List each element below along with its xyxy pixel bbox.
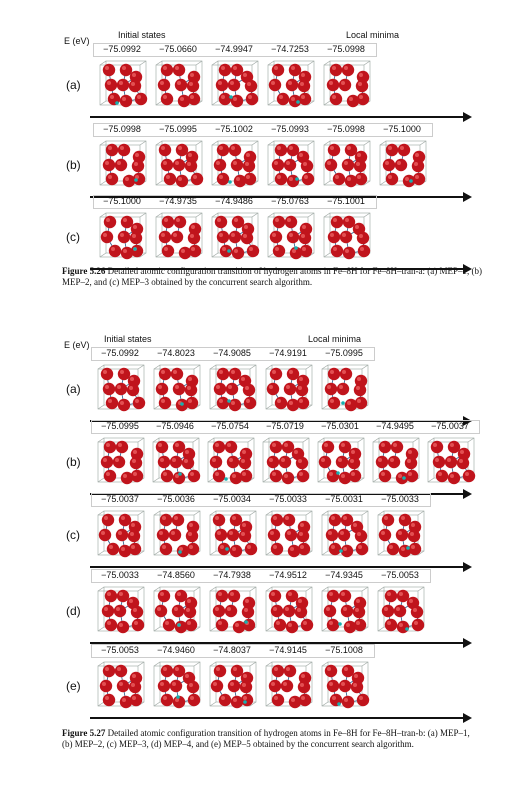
atomic-configuration-image (265, 211, 317, 263)
atomic-configuration-image (263, 363, 315, 415)
config-cell (265, 211, 317, 263)
config-cell (153, 59, 205, 111)
energy-value: −74.9512 (269, 570, 307, 580)
atomic-configuration-image (260, 436, 312, 488)
config-cell (375, 509, 427, 561)
atomic-configuration-image (151, 363, 203, 415)
row-label: (d) (66, 604, 81, 618)
row-label: (a) (66, 78, 81, 92)
atomic-configuration-image (263, 509, 315, 561)
figure-number: Figure 5.27 (62, 728, 106, 738)
energy-value: −75.0992 (101, 348, 139, 358)
atomic-configuration-image (265, 139, 317, 191)
atomic-configuration-image (207, 363, 259, 415)
config-cell (319, 585, 371, 637)
config-cell (209, 59, 261, 111)
config-cell (321, 139, 373, 191)
config-cell (151, 585, 203, 637)
config-cell (263, 363, 315, 415)
config-cell (97, 59, 149, 111)
atomic-configuration-image (97, 59, 149, 111)
local-minima-label: Local minima (308, 334, 362, 344)
config-cell (150, 436, 202, 488)
energy-value: −75.0995 (101, 421, 139, 431)
initial-states-label: Initial states (104, 334, 152, 344)
atomic-configuration-image (319, 585, 371, 637)
config-cell (321, 211, 373, 263)
atomic-configuration-image (321, 211, 373, 263)
atomic-configuration-image (377, 139, 429, 191)
energy-value: −75.0034 (213, 494, 251, 504)
atomic-configuration-image (207, 509, 259, 561)
atomic-configuration-image (95, 509, 147, 561)
figure-caption (62, 266, 482, 288)
row-label: (b) (66, 158, 81, 172)
energy-value: −74.7938 (213, 570, 251, 580)
energy-value: −74.8037 (213, 645, 251, 655)
config-cell (95, 585, 147, 637)
energy-value: −75.0995 (159, 124, 197, 134)
atomic-configuration-image (95, 363, 147, 415)
figure-number: Figure 5.26 (62, 266, 106, 276)
energy-value: −74.8560 (157, 570, 195, 580)
atomic-configuration-image (209, 59, 261, 111)
atomic-configuration-image (151, 585, 203, 637)
figure-caption (62, 728, 482, 750)
row-label: (c) (66, 230, 80, 244)
config-cell (95, 509, 147, 561)
atomic-configuration-image (209, 211, 261, 263)
config-cell (319, 363, 371, 415)
energy-value: −75.0998 (103, 124, 141, 134)
config-cell (377, 139, 429, 191)
config-cell (151, 660, 203, 712)
config-cell (151, 363, 203, 415)
energy-value: −75.1001 (327, 196, 365, 206)
energy-value: −75.0053 (101, 645, 139, 655)
config-cell (97, 139, 149, 191)
energy-value: −74.9345 (325, 570, 363, 580)
caption-text: Detailed atomic configuration transition of hydrogen atoms in Fe–8H for Fe–8H–tran-a: (a) MEP–1, (b) MEP–2, and (c) MEP–3 obtained by the concurrent search algorithm. (62, 266, 483, 287)
energy-value: −74.9947 (215, 44, 253, 54)
atomic-configuration-image (153, 211, 205, 263)
atomic-configuration-image (321, 59, 373, 111)
config-cell (319, 660, 371, 712)
transition-arrow (90, 116, 470, 118)
energy-value: −74.9460 (157, 645, 195, 655)
energy-value: −75.0719 (266, 421, 304, 431)
energy-value: −75.0993 (271, 124, 309, 134)
energy-value: −75.0033 (381, 494, 419, 504)
config-cell (263, 660, 315, 712)
atomic-configuration-image (97, 139, 149, 191)
energy-value: −74.7253 (271, 44, 309, 54)
energy-value: −75.0053 (381, 570, 419, 580)
energy-value: −75.0998 (327, 44, 365, 54)
energy-value: −74.9191 (269, 348, 307, 358)
config-cell (209, 139, 261, 191)
atomic-configuration-image (321, 139, 373, 191)
atomic-configuration-image (205, 436, 257, 488)
atomic-configuration-image (151, 660, 203, 712)
energy-value: −75.0036 (157, 494, 195, 504)
energy-axis-label: E (eV) (64, 340, 90, 350)
energy-value: −75.0995 (325, 348, 363, 358)
config-cell (95, 436, 147, 488)
config-cell (209, 211, 261, 263)
atomic-configuration-image (263, 660, 315, 712)
config-cell (205, 436, 257, 488)
energy-value: −74.9145 (269, 645, 307, 655)
energy-value: −75.0037 (431, 421, 469, 431)
atomic-configuration-image (370, 436, 422, 488)
transition-arrow (90, 717, 470, 719)
energy-value: −75.1008 (325, 645, 363, 655)
config-cell (260, 436, 312, 488)
energy-value: −75.0946 (156, 421, 194, 431)
atomic-configuration-image (375, 509, 427, 561)
config-cell (370, 436, 422, 488)
config-cell (153, 139, 205, 191)
atomic-configuration-image (209, 139, 261, 191)
atomic-configuration-image (319, 660, 371, 712)
config-cell (263, 509, 315, 561)
config-cell (207, 660, 259, 712)
caption-text: Detailed atomic configuration transition of hydrogen atoms in Fe–8H for Fe–8H–tran-b: (a) MEP–1, (b) MEP–2, (c) MEP–3, (d) MEP–4, and (e) MEP–5 obtained by the concurrent search algorithm. (62, 728, 470, 749)
atomic-configuration-image (151, 509, 203, 561)
config-cell (265, 139, 317, 191)
atomic-configuration-image (319, 509, 371, 561)
energy-value: −75.0763 (271, 196, 309, 206)
row-label: (e) (66, 679, 81, 693)
atomic-configuration-image (265, 59, 317, 111)
atomic-configuration-image (95, 436, 147, 488)
energy-value: −75.0301 (321, 421, 359, 431)
energy-value: −74.9085 (213, 348, 251, 358)
energy-value: −75.0033 (269, 494, 307, 504)
atomic-configuration-image (207, 585, 259, 637)
initial-states-label: Initial states (118, 30, 166, 40)
atomic-configuration-image (95, 660, 147, 712)
energy-value: −75.1000 (103, 196, 141, 206)
energy-value: −74.9495 (376, 421, 414, 431)
row-label: (a) (66, 382, 81, 396)
config-cell (207, 585, 259, 637)
energy-axis-label: E (eV) (64, 36, 90, 46)
atomic-configuration-image (319, 363, 371, 415)
atomic-configuration-image (95, 585, 147, 637)
atomic-configuration-image (97, 211, 149, 263)
energy-value: −75.0037 (101, 494, 139, 504)
local-minima-label: Local minima (346, 30, 400, 40)
config-cell (375, 585, 427, 637)
energy-value: −75.0754 (211, 421, 249, 431)
config-cell (207, 363, 259, 415)
config-cell (319, 509, 371, 561)
energy-value: −75.1000 (383, 124, 421, 134)
config-cell (263, 585, 315, 637)
config-cell (153, 211, 205, 263)
atomic-configuration-image (263, 585, 315, 637)
atomic-configuration-image (315, 436, 367, 488)
energy-value: −75.0033 (101, 570, 139, 580)
config-cell (97, 211, 149, 263)
transition-arrow (90, 566, 470, 568)
energy-value: −75.0031 (325, 494, 363, 504)
config-cell (265, 59, 317, 111)
energy-value: −75.0992 (103, 44, 141, 54)
energy-value: −75.0998 (327, 124, 365, 134)
row-label: (c) (66, 528, 80, 542)
config-cell (321, 59, 373, 111)
atomic-configuration-image (375, 585, 427, 637)
atomic-configuration-image (153, 59, 205, 111)
config-cell (95, 660, 147, 712)
config-cell (315, 436, 367, 488)
energy-value: −75.1002 (215, 124, 253, 134)
atomic-configuration-image (207, 660, 259, 712)
config-cell (151, 509, 203, 561)
config-cell (95, 363, 147, 415)
atomic-configuration-image (425, 436, 477, 488)
energy-value: −74.8023 (157, 348, 195, 358)
atomic-configuration-image (150, 436, 202, 488)
energy-value: −74.9735 (159, 196, 197, 206)
energy-value: −74.9486 (215, 196, 253, 206)
row-label: (b) (66, 455, 81, 469)
config-cell (207, 509, 259, 561)
atomic-configuration-image (153, 139, 205, 191)
energy-value: −75.0660 (159, 44, 197, 54)
config-cell (425, 436, 477, 488)
